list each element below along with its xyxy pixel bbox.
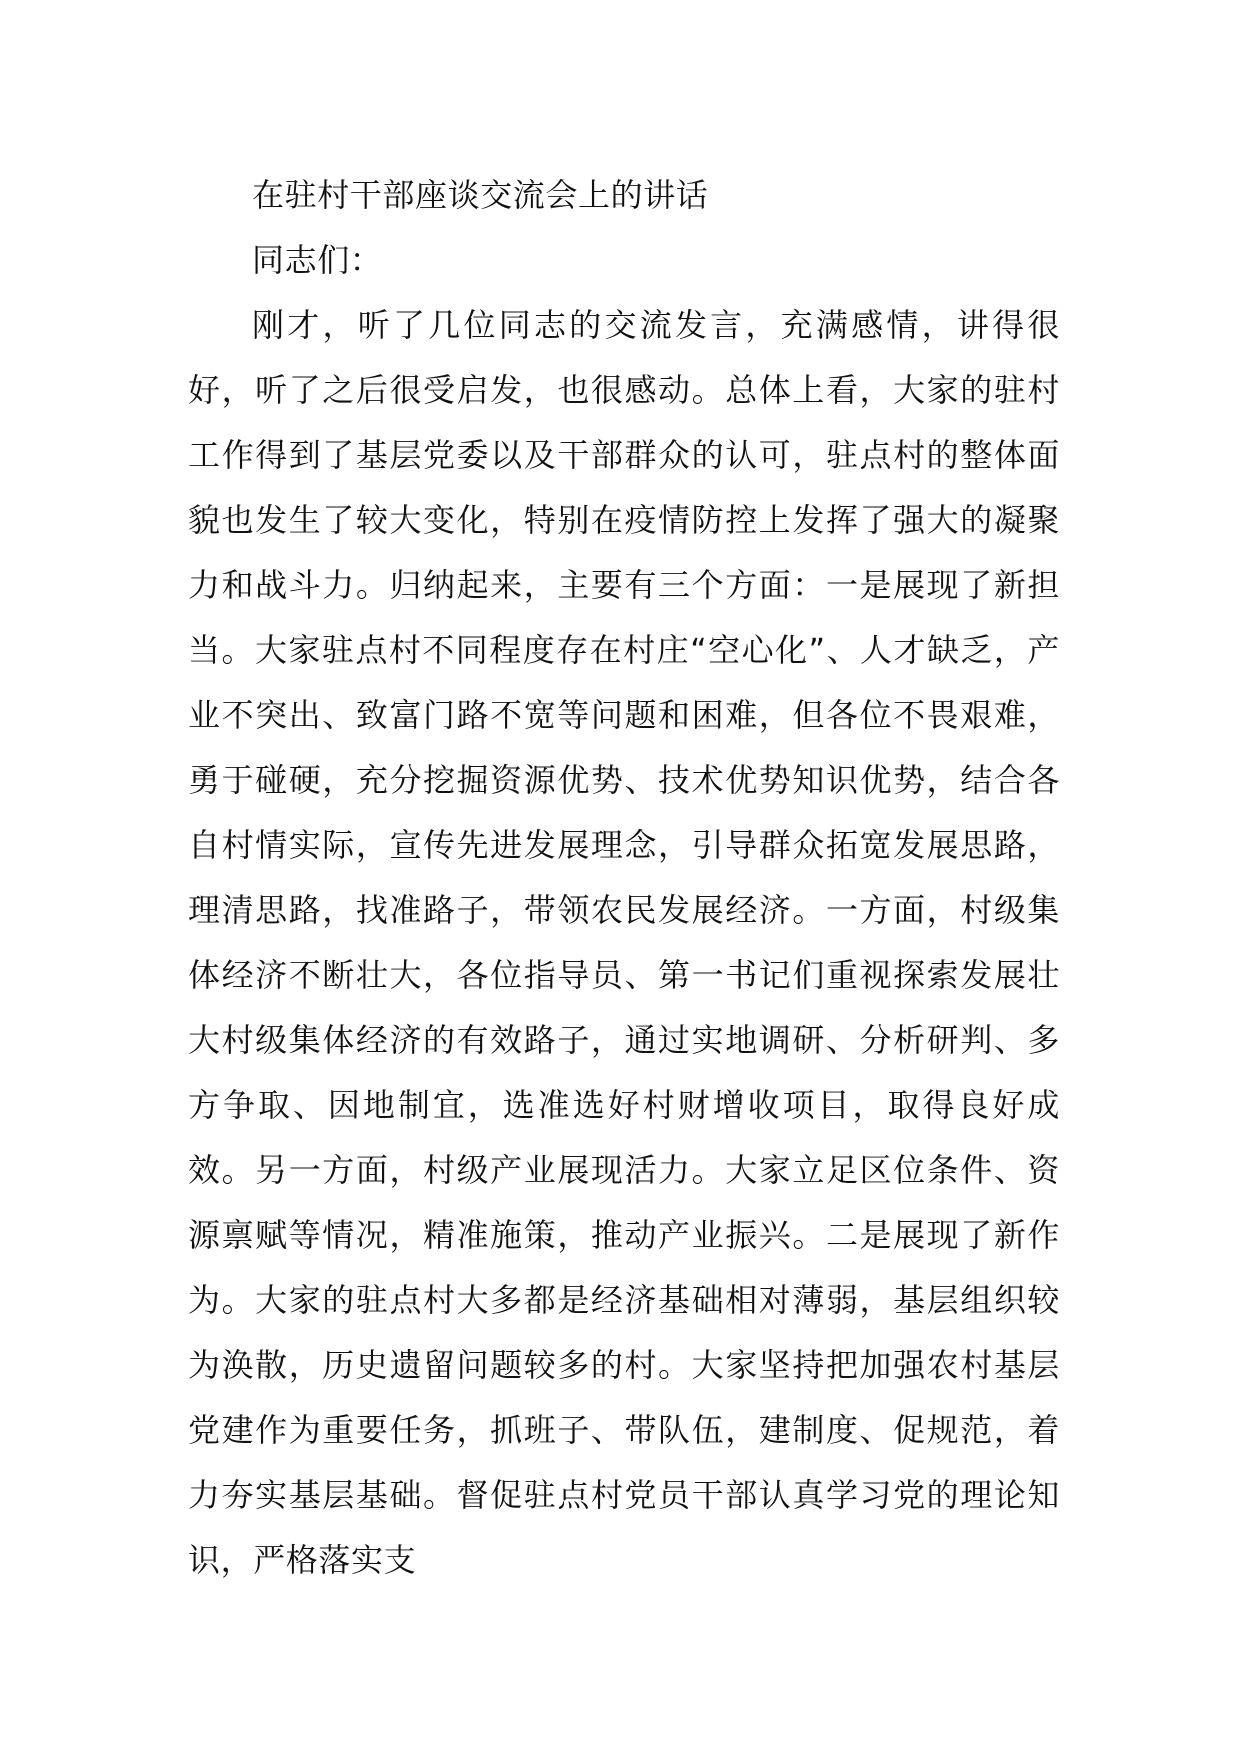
body-paragraph: 刚才，听了几位同志的交流发言，充满感情，讲得很好，听了之后很受启发，也很感动。总体上看，大家的驻村工作得到了基层党委以及干部群众的认可，驻点村的整体面貌也发生了较大变化，特别在疫情防控上发挥了强大的凝聚力和战斗力。归纳起来，主要有三个方面：一是展现了新担当。大家驻点村不同程度存在村庄“空心化”、人才缺乏，产业不突出、致富门路不宽等问题和困难，但各位不畏艰难，勇于碰硬，充分挖掘资源优势、技术优势知识优势，结合各自村情实际，宣传先进发展理念，引导群众拓宽发展思路，理清思路，找准路子，带领农民发展经济。一方面，村级集体经济不断壮大，各位指导员、第一书记们重视探索发展壮大村级集体经济的有效路子，通过实地调研、分析研判、多方争取、因地制宜，选准选好村财增收项目，取得良好成效。另一方面，村级产业展现活力。大家立足区位条件、资源禀赋等情况，精准施策，推动产业振兴。二是展现了新作为。大家的驻点村大多都是经济基础相对薄弱，基层组织较为涣散，历史遗留问题较多的村。大家坚持把加强农村基层党建作为重要任务，抓班子、带队伍，建制度、促规范，着力夯实基层基础。督促驻点村党员干部认真学习党的理论知识，严格落实支: [188, 306, 1060, 1579]
document-body: [188, 163, 1060, 1593]
salutation: 同志们：: [252, 241, 383, 279]
document-title: 在驻村干部座谈交流会上的讲话: [252, 176, 709, 214]
